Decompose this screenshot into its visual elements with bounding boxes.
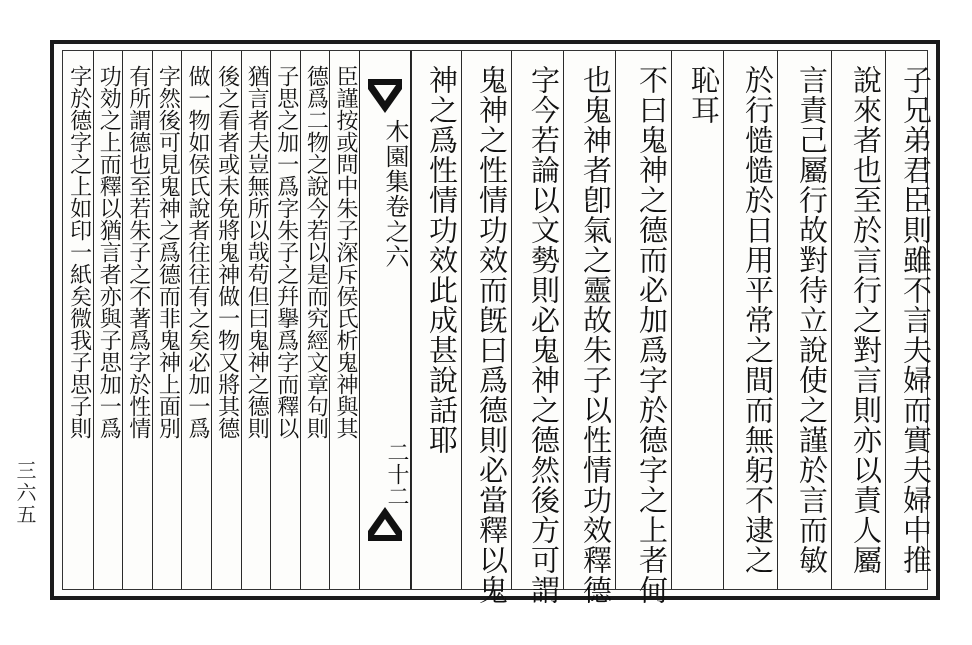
text-column: 做一物如侯氏說者往往有之矣必加一爲 (184, 65, 210, 439)
text-column: 德爲二物之說今若以是而究經文章句則 (303, 65, 329, 439)
right-col-10 (411, 51, 461, 589)
right-col-1 (885, 51, 935, 589)
left-col-2 (300, 51, 330, 589)
right-col-2 (831, 51, 885, 589)
text-column: 也鬼神者卽氣之靈故朱子以性情功效釋德 (579, 65, 613, 605)
text-column: 有所謂德也至若朱子之不著爲字於性情 (125, 65, 151, 439)
center-fold-column (359, 51, 411, 589)
right-col-5 (671, 51, 723, 589)
text-column: 功効之上而釋以猶言者亦與子思加一爲 (96, 65, 122, 439)
right-col-7 (563, 51, 615, 605)
fold-title: 木園集卷之六 (381, 119, 409, 269)
text-column: 後之看者或未免將鬼神做一物又將其德 (214, 65, 240, 439)
left-col-7 (152, 51, 182, 589)
text-column: 神之爲性情功效此成甚說話耶 (425, 65, 459, 455)
text-column: 言責己屬行故對待立說使之謹於言而敏 (795, 65, 829, 575)
text-column: 臣謹按或問中朱子深斥侯氏析鬼神與其 (332, 65, 358, 439)
left-col-5 (211, 51, 241, 589)
text-column: 說來者也至於言行之對言則亦以責人屬 (849, 65, 883, 575)
page-frame (50, 40, 940, 605)
text-column: 子兄弟君臣則雖不言夫婦而實夫婦中推 (899, 65, 933, 575)
text-column: 字然後可見鬼神之爲德而非鬼神上面別 (155, 65, 181, 439)
text-column: 鬼神之性情功效而旣曰爲德則必當釋以鬼 (475, 65, 509, 605)
right-col-6 (615, 51, 671, 605)
right-col-4 (723, 51, 777, 589)
text-column: 猶言者夫豈無所以哉苟但曰鬼神之德則 (244, 65, 270, 439)
book-page-number: 三六五 (13, 460, 37, 526)
text-column: 恥耳 (687, 65, 721, 125)
text-column: 不曰鬼神之德而必加爲字於德字之上者何 (635, 65, 669, 605)
left-col-6 (181, 51, 211, 589)
text-column: 子思之加一爲字朱子之幷擧爲字而釋以 (273, 65, 299, 439)
upper-fishtail-icon (368, 79, 402, 113)
right-col-9 (461, 51, 511, 605)
left-col-1 (329, 51, 359, 589)
right-col-8 (511, 51, 563, 605)
left-col-3 (270, 51, 300, 589)
fold-leaf-number: 二十二 (384, 441, 409, 507)
text-column: 字於德字之上如印一紙矣微我子思子則 (66, 65, 92, 439)
text-column: 於行慥慥於日用平常之間而無躬不逮之 (741, 65, 775, 575)
right-col-3 (777, 51, 831, 589)
left-extra-columns (58, 46, 140, 594)
left-col-4 (241, 51, 271, 589)
text-column: 字今若論以文勢則必鬼神之德然後方可謂 (527, 65, 561, 605)
text-block (62, 50, 933, 605)
lower-fishtail-icon (368, 507, 402, 541)
